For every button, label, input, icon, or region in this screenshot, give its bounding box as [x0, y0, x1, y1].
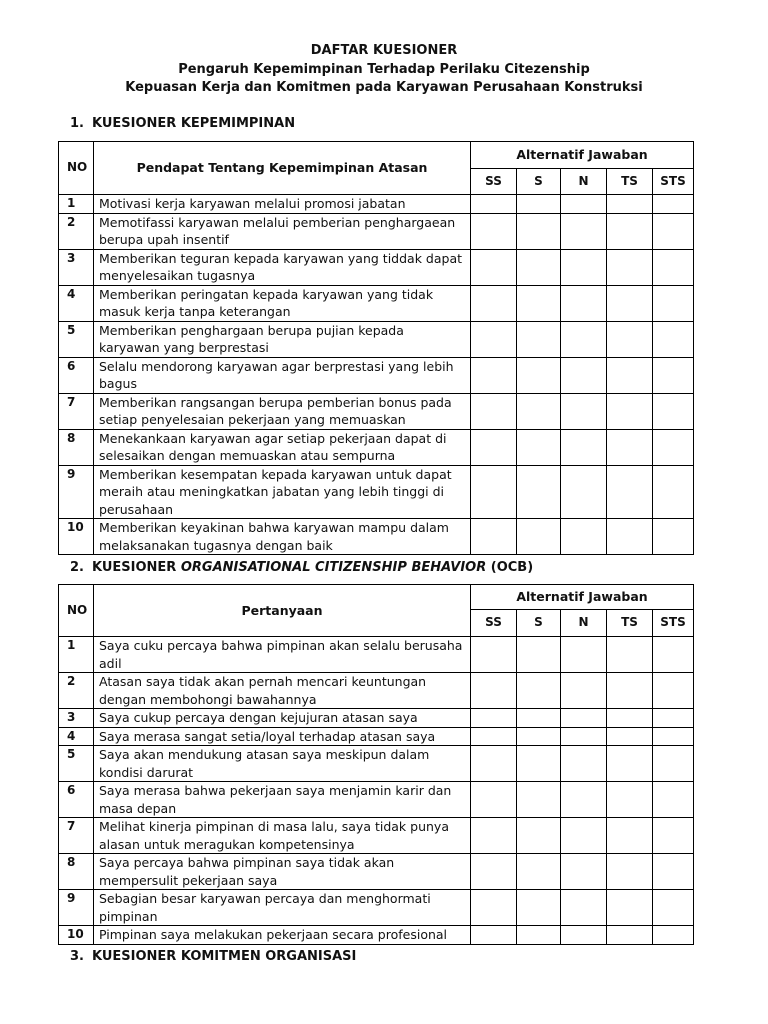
answer-cell-ss[interactable]: [471, 709, 517, 728]
answer-cell-s[interactable]: [517, 746, 561, 782]
question-text: Saya percaya bahwa pimpinan saya tidak akan mempersulit pekerjaan saya: [94, 854, 471, 890]
answer-cell-sts[interactable]: [653, 746, 694, 782]
question-row: [59, 357, 694, 393]
section-2-title-suffix: (OCB): [486, 560, 534, 575]
answer-cell-n[interactable]: [561, 709, 607, 728]
question-text: Atasan saya tidak akan pernah mencari keuntungan dengan membohongi bawahannya: [94, 673, 471, 709]
answer-cell-sts[interactable]: [653, 195, 694, 214]
document-subtitle-1: Pengaruh Kepemimpinan Terhadap Perilaku Citezenship: [178, 62, 590, 77]
question-text: Sebagian besar karyawan percaya dan menghormati pimpinan: [94, 890, 471, 926]
answer-header-ts: TS: [607, 169, 653, 195]
question-row: [59, 782, 694, 818]
answer-cell-ts[interactable]: [607, 637, 653, 673]
question-text: Memberikan peringatan kepada karyawan yang tidak masuk kerja tanpa keterangan: [94, 285, 471, 321]
question-text: Saya cukup percaya dengan kejujuran atasan saya: [94, 709, 471, 728]
question-number: 1: [59, 195, 94, 214]
answer-cell-n[interactable]: [561, 926, 607, 945]
answer-cell-ts[interactable]: [607, 709, 653, 728]
section-3-number: 3.: [70, 949, 84, 964]
answer-cell-n[interactable]: [561, 519, 607, 555]
answer-cell-s[interactable]: [517, 195, 561, 214]
section-1-title: KUESIONER KEPEMIMPINAN: [92, 116, 296, 131]
answer-cell-s[interactable]: [517, 818, 561, 854]
question-text: Motivasi kerja karyawan melalui promosi jabatan: [94, 195, 471, 214]
answer-cell-ss[interactable]: [471, 321, 517, 357]
question-number: 8: [59, 854, 94, 890]
answer-cell-ss[interactable]: [471, 465, 517, 519]
question-text: Saya akan mendukung atasan saya meskipun dalam kondisi darurat: [94, 746, 471, 782]
answer-cell-ss[interactable]: [471, 926, 517, 945]
answer-cell-n[interactable]: [561, 782, 607, 818]
question-number: 3: [59, 249, 94, 285]
answer-cell-n[interactable]: [561, 818, 607, 854]
answer-cell-ss[interactable]: [471, 782, 517, 818]
answer-header-sts: STS: [653, 169, 694, 195]
answer-cell-s[interactable]: [517, 709, 561, 728]
answer-cell-s[interactable]: [517, 393, 561, 429]
column-header-question: Pendapat Tentang Kepemimpinan Atasan: [94, 142, 471, 195]
answer-cell-ts[interactable]: [607, 465, 653, 519]
answer-cell-ts[interactable]: [607, 249, 653, 285]
answer-cell-ts[interactable]: [607, 727, 653, 746]
answer-cell-n[interactable]: [561, 249, 607, 285]
answer-cell-s[interactable]: [517, 519, 561, 555]
question-row: [59, 727, 694, 746]
section-1-number: 1.: [70, 116, 84, 131]
question-row: [59, 429, 694, 465]
question-text: Saya cuku percaya bahwa pimpinan akan selalu berusaha adil: [94, 637, 471, 673]
answer-cell-s[interactable]: [517, 213, 561, 249]
answer-cell-s[interactable]: [517, 285, 561, 321]
answer-header-n: N: [561, 610, 607, 637]
answer-cell-ts[interactable]: [607, 393, 653, 429]
question-text: Memberikan kesempatan kepada karyawan untuk dapat meraih atau meningkatkan jabatan yang lebih tinggi di perusahaan: [94, 465, 471, 519]
document-title: DAFTAR KUESIONER: [310, 43, 458, 58]
answer-cell-ts[interactable]: [607, 746, 653, 782]
answer-cell-sts[interactable]: [653, 926, 694, 945]
answer-cell-sts[interactable]: [653, 890, 694, 926]
answer-cell-n[interactable]: [561, 195, 607, 214]
answer-cell-s[interactable]: [517, 465, 561, 519]
answer-cell-n[interactable]: [561, 727, 607, 746]
question-text: Saya merasa bahwa pekerjaan saya menjamin karir dan masa depan: [94, 782, 471, 818]
answer-cell-ss[interactable]: [471, 357, 517, 393]
section-2-heading: [70, 560, 533, 576]
answer-cell-ts[interactable]: [607, 818, 653, 854]
answer-cell-sts[interactable]: [653, 709, 694, 728]
answer-cell-ts[interactable]: [607, 195, 653, 214]
answer-cell-s[interactable]: [517, 782, 561, 818]
answer-cell-n[interactable]: [561, 637, 607, 673]
answer-cell-ts[interactable]: [607, 429, 653, 465]
answer-cell-s[interactable]: [517, 429, 561, 465]
question-number: 2: [59, 673, 94, 709]
question-row: [59, 854, 694, 890]
answer-cell-n[interactable]: [561, 321, 607, 357]
answer-header-sts: STS: [653, 610, 694, 637]
ocb-questionnaire-table: [58, 584, 694, 945]
answer-cell-n[interactable]: [561, 213, 607, 249]
question-number: 1: [59, 637, 94, 673]
answer-cell-ts[interactable]: [607, 854, 653, 890]
question-row: [59, 746, 694, 782]
answer-cell-sts[interactable]: [653, 357, 694, 393]
question-number: 5: [59, 321, 94, 357]
answer-cell-n[interactable]: [561, 357, 607, 393]
question-row: [59, 465, 694, 519]
answer-cell-sts[interactable]: [653, 465, 694, 519]
answer-cell-ts[interactable]: [607, 519, 653, 555]
question-row: [59, 519, 694, 555]
answer-cell-sts[interactable]: [653, 393, 694, 429]
answer-cell-ss[interactable]: [471, 249, 517, 285]
question-text: Memberikan keyakinan bahwa karyawan mampu dalam melaksanakan tugasnya dengan baik: [94, 519, 471, 555]
answer-cell-n[interactable]: [561, 854, 607, 890]
answer-cell-n[interactable]: [561, 673, 607, 709]
question-text: Memotifassi karyawan melalui pemberian penghargaean berupa upah insentif: [94, 213, 471, 249]
answer-cell-sts[interactable]: [653, 637, 694, 673]
answer-header-ss: SS: [471, 610, 517, 637]
question-row: [59, 890, 694, 926]
question-text: Menekankaan karyawan agar setiap pekerjaan dapat di selesaikan dengan memuaskan atau sempurna: [94, 429, 471, 465]
answer-header-s: S: [517, 610, 561, 637]
question-number: 9: [59, 890, 94, 926]
answer-cell-s[interactable]: [517, 637, 561, 673]
answer-cell-ss[interactable]: [471, 818, 517, 854]
answer-cell-ts[interactable]: [607, 285, 653, 321]
answer-cell-n[interactable]: [561, 429, 607, 465]
question-number: 4: [59, 285, 94, 321]
question-number: 10: [59, 519, 94, 555]
answer-cell-ts[interactable]: [607, 321, 653, 357]
answer-cell-ss[interactable]: [471, 213, 517, 249]
section-3-heading: [70, 949, 356, 965]
section-2-title-prefix: KUESIONER: [92, 560, 181, 575]
answer-cell-ss[interactable]: [471, 746, 517, 782]
question-text: Memberikan penghargaan berupa pujian kepada karyawan yang berprestasi: [94, 321, 471, 357]
question-row: [59, 195, 694, 214]
section-1-heading: [70, 116, 295, 132]
answer-cell-sts[interactable]: [653, 429, 694, 465]
answer-cell-ts[interactable]: [607, 673, 653, 709]
column-header-question: Pertanyaan: [94, 585, 471, 637]
leadership-questionnaire-table: [58, 141, 694, 555]
column-header-no: NO: [59, 142, 94, 195]
answer-cell-ts[interactable]: [607, 213, 653, 249]
question-number: 2: [59, 213, 94, 249]
answer-cell-n[interactable]: [561, 285, 607, 321]
section-2-number: 2.: [70, 560, 84, 575]
answer-cell-sts[interactable]: [653, 782, 694, 818]
answer-cell-ss[interactable]: [471, 285, 517, 321]
document-subtitle-2: Kepuasan Kerja dan Komitmen pada Karyawan Perusahaan Konstruksi: [125, 80, 643, 95]
answer-cell-s[interactable]: [517, 727, 561, 746]
column-header-alternatives: Alternatif Jawaban: [471, 142, 694, 169]
question-row: [59, 213, 694, 249]
answer-header-ss: SS: [471, 169, 517, 195]
question-row: [59, 285, 694, 321]
question-row: [59, 709, 694, 728]
answer-cell-s[interactable]: [517, 249, 561, 285]
answer-cell-s[interactable]: [517, 321, 561, 357]
answer-cell-sts[interactable]: [653, 727, 694, 746]
answer-cell-sts[interactable]: [653, 249, 694, 285]
question-text: Memberikan teguran kepada karyawan yang tiddak dapat menyelesaikan tugasnya: [94, 249, 471, 285]
answer-header-ts: TS: [607, 610, 653, 637]
question-row: [59, 637, 694, 673]
answer-cell-s[interactable]: [517, 673, 561, 709]
answer-cell-s[interactable]: [517, 926, 561, 945]
question-text: Memberikan rangsangan berupa pemberian bonus pada setiap penyelesaian pekerjaan yang memuaskan: [94, 393, 471, 429]
question-number: 7: [59, 818, 94, 854]
answer-cell-ss[interactable]: [471, 890, 517, 926]
answer-header-s: S: [517, 169, 561, 195]
question-number: 6: [59, 782, 94, 818]
question-text: Melihat kinerja pimpinan di masa lalu, saya tidak punya alasan untuk meragukan kompetensinya: [94, 818, 471, 854]
answer-cell-n[interactable]: [561, 465, 607, 519]
column-header-no: NO: [59, 585, 94, 637]
answer-cell-sts[interactable]: [653, 213, 694, 249]
column-header-alternatives: Alternatif Jawaban: [471, 585, 694, 610]
answer-cell-sts[interactable]: [653, 321, 694, 357]
answer-cell-ss[interactable]: [471, 519, 517, 555]
question-row: [59, 393, 694, 429]
answer-cell-ss[interactable]: [471, 429, 517, 465]
answer-cell-n[interactable]: [561, 890, 607, 926]
question-number: 8: [59, 429, 94, 465]
question-text: Selalu mendorong karyawan agar berprestasi yang lebih bagus: [94, 357, 471, 393]
answer-header-n: N: [561, 169, 607, 195]
question-number: 10: [59, 926, 94, 945]
question-text: Saya merasa sangat setia/loyal terhadap atasan saya: [94, 727, 471, 746]
answer-cell-ss[interactable]: [471, 195, 517, 214]
question-row: [59, 249, 694, 285]
question-number: 3: [59, 709, 94, 728]
section-2-title-italic: ORGANISATIONAL CITIZENSHIP BEHAVIOR: [180, 560, 487, 575]
answer-cell-ss[interactable]: [471, 673, 517, 709]
answer-cell-n[interactable]: [561, 393, 607, 429]
answer-cell-s[interactable]: [517, 357, 561, 393]
question-row: [59, 321, 694, 357]
question-number: 9: [59, 465, 94, 519]
answer-cell-n[interactable]: [561, 746, 607, 782]
answer-cell-ts[interactable]: [607, 890, 653, 926]
answer-cell-ss[interactable]: [471, 393, 517, 429]
question-row: [59, 673, 694, 709]
answer-cell-ts[interactable]: [607, 782, 653, 818]
answer-cell-sts[interactable]: [653, 854, 694, 890]
question-number: 5: [59, 746, 94, 782]
answer-cell-sts[interactable]: [653, 285, 694, 321]
question-row: [59, 926, 694, 945]
answer-cell-ss[interactable]: [471, 637, 517, 673]
section-3-title: KUESIONER KOMITMEN ORGANISASI: [92, 949, 357, 964]
question-number: 7: [59, 393, 94, 429]
question-number: 4: [59, 727, 94, 746]
answer-cell-s[interactable]: [517, 854, 561, 890]
answer-cell-s[interactable]: [517, 890, 561, 926]
answer-cell-ss[interactable]: [471, 727, 517, 746]
answer-cell-ss[interactable]: [471, 854, 517, 890]
answer-cell-ts[interactable]: [607, 926, 653, 945]
question-row: [59, 818, 694, 854]
question-text: Pimpinan saya melakukan pekerjaan secara profesional: [94, 926, 471, 945]
answer-cell-sts[interactable]: [653, 818, 694, 854]
answer-cell-ts[interactable]: [607, 357, 653, 393]
answer-cell-sts[interactable]: [653, 519, 694, 555]
answer-cell-sts[interactable]: [653, 673, 694, 709]
question-number: 6: [59, 357, 94, 393]
